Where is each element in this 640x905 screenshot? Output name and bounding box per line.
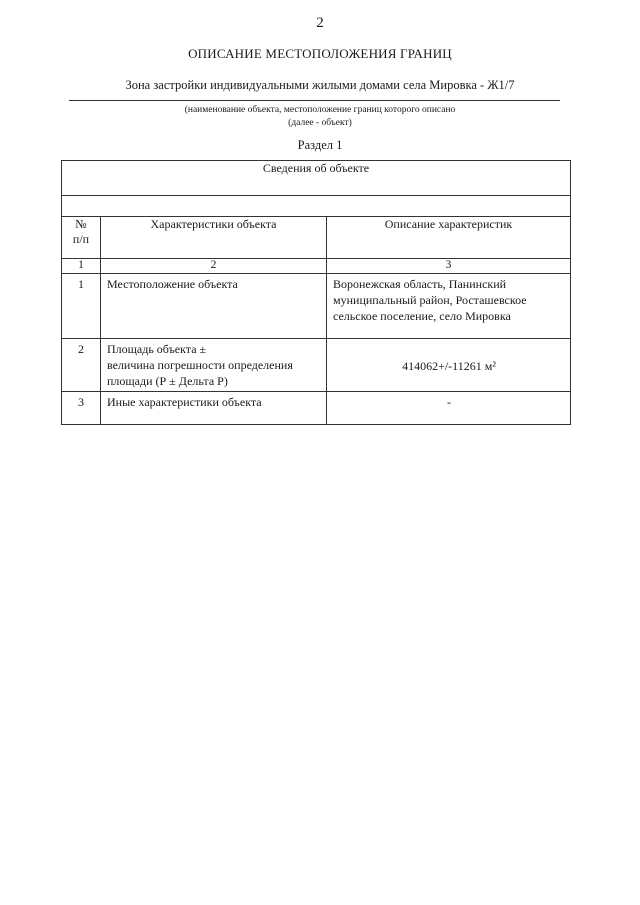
row-number: 2 [62,339,101,392]
column-header-description: Описание характеристик [327,217,571,259]
row-characteristic: Иные характеристики объекта [101,392,327,425]
table-empty-row [62,196,571,217]
row-characteristic [101,339,327,392]
object-name: Зона застройки индивидуальными жилыми домами села Мировка - Ж1/7 [125,78,515,92]
section-title: Раздел 1 [297,138,343,152]
row-description-line: муниципальный район, Росташевское [333,293,527,307]
column-header-characteristic: Характеристики объекта [101,217,327,259]
table-empty-cell [62,196,571,217]
row-description-line: сельское поселение, село Мировка [333,309,511,323]
document-title: ОПИСАНИЕ МЕСТОПОЛОЖЕНИЯ ГРАНИЦ [188,46,452,61]
page-number: 2 [316,15,324,31]
column-header-number-line-1: № [75,217,87,231]
object-info-table [61,160,571,425]
row-number: 1 [62,274,101,339]
column-index-1: 1 [62,259,101,274]
object-caption-line-2: (далее - объект) [288,118,352,128]
row-number: 3 [62,392,101,425]
row-characteristic-line: площади (Р ± Дельта Р) [107,374,228,388]
table-index-row [62,259,571,274]
row-description: 414062+/-11261 м² [327,339,571,392]
column-header-number [62,217,101,259]
row-characteristic-line: величина погрешности определения [107,358,293,372]
table-header: Сведения об объекте [62,161,571,196]
table-row [62,274,571,339]
object-caption-line-1: (наименование объекта, местоположение границ которого описано [184,105,456,115]
row-description [327,274,571,339]
row-characteristic-line: Площадь объекта ± [107,342,207,356]
object-name-underline [69,100,560,101]
row-characteristic: Местоположение объекта [101,274,327,339]
row-description: - [327,392,571,425]
table-row [62,392,571,425]
table-row [62,339,571,392]
object-caption [0,104,640,130]
column-index-2: 2 [101,259,327,274]
table-header-row [62,161,571,196]
row-description-line: Воронежская область, Панинский [333,277,507,291]
table-column-headers [62,217,571,259]
column-index-3: 3 [327,259,571,274]
column-header-number-line-2: п/п [72,232,90,246]
